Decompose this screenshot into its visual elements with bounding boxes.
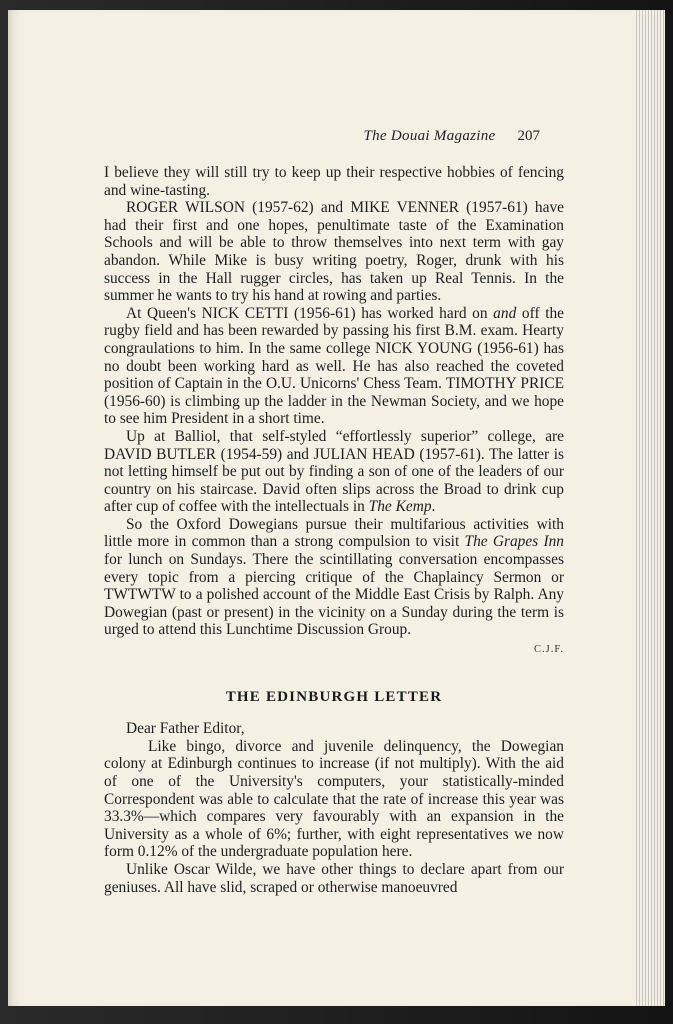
magazine-title: The Douai Magazine <box>363 128 496 144</box>
paragraph: I believe they will still try to keep up their respective hobbies of fencing and wine-tasting. <box>104 164 564 199</box>
book-page <box>8 10 634 1006</box>
section-heading: THE EDINBURGH LETTER <box>225 688 443 705</box>
article-body <box>104 164 564 896</box>
paragraph: ROGER WILSON (1957-62) and MIKE VENNER (1957-61) have had their first and one hopes, penultimate taste of the Examination Schools and will be able to throw themselves into next term with gay abandon. While Mike is busy writing poetry, Roger, drunk with his success in the Hall rugger circles, has taken up Real Tennis. In the summer he wants to try his hand at rowing and parties. <box>104 199 564 305</box>
page-edges <box>630 10 665 1006</box>
text-run: Up at Balliol, that self-styled “effortlessly superior” college, are DAVID BUTLER (1954-59) and JULIAN HEAD (1957-61). The latter is not letting himself be put out by finding a son of one of the leaders of our country on his staircase. David often slips across the Broad to drink cup after cup of coffee with the intellectuals in <box>104 427 564 516</box>
paragraph <box>104 428 564 516</box>
text-run: At Queen's NICK CETTI (1956-61) has worked hard on <box>126 304 494 322</box>
text-run: So the Oxford Dowegians pursue their multifarious activities with little more in common than a strong compulsion to visit <box>104 515 564 551</box>
paragraph: Like bingo, divorce and juvenile delinquency, the Dowegian colony at Edinburgh continues to increase (if not multiply). With the aid of one of the University's computers, your statistically-minded Correspondent was able to calculate that the rate of increase this year was 33.3%—which compares very favourably with an expansion in the University as a whole of 6%; further, with eight representatives we now form 0.12% of the undergraduate population here. <box>104 737 564 861</box>
salutation: Dear Father Editor, <box>126 720 245 738</box>
page-number: 207 <box>517 128 540 144</box>
emphasis: The Kemp <box>368 498 432 516</box>
paragraph: Unlike Oscar Wilde, we have other things to declare apart from our geniuses. All have slid, scraped or otherwise manoeuvred <box>104 860 564 896</box>
text-run: off the rugby field and has been rewarded by passing his first B.M. exam. Hearty congraulations to him. In the same college NICK YOUNG (1956-61) has no doubt been working hard as well. He has also reached the coveted position of Captain in the O.U. Unicorns' Chess Team. TIMOTHY PRICE (1956-60) is climbing up the ladder in the Newman Society, and we hope to see him President in a short time. <box>104 304 564 428</box>
author-initials: C.J.F. <box>534 644 564 656</box>
text-run: for lunch on Sundays. There the scintillating conversation encompasses every topic from a piercing critique of the Chaplaincy Sermon or TWTWTW to a polished account of the Middle East Crisis by Ralph. Any Dowegian (past or present) in the vicinity on a Sunday during the term is urged to attend this Lunchtime Discussion Group. <box>104 551 564 639</box>
running-head <box>363 128 540 145</box>
emphasis: The Grapes Inn <box>464 533 564 551</box>
paragraph <box>104 305 564 428</box>
emphasis: and <box>493 304 517 322</box>
text-run: . <box>431 498 436 516</box>
paragraph <box>104 516 564 639</box>
